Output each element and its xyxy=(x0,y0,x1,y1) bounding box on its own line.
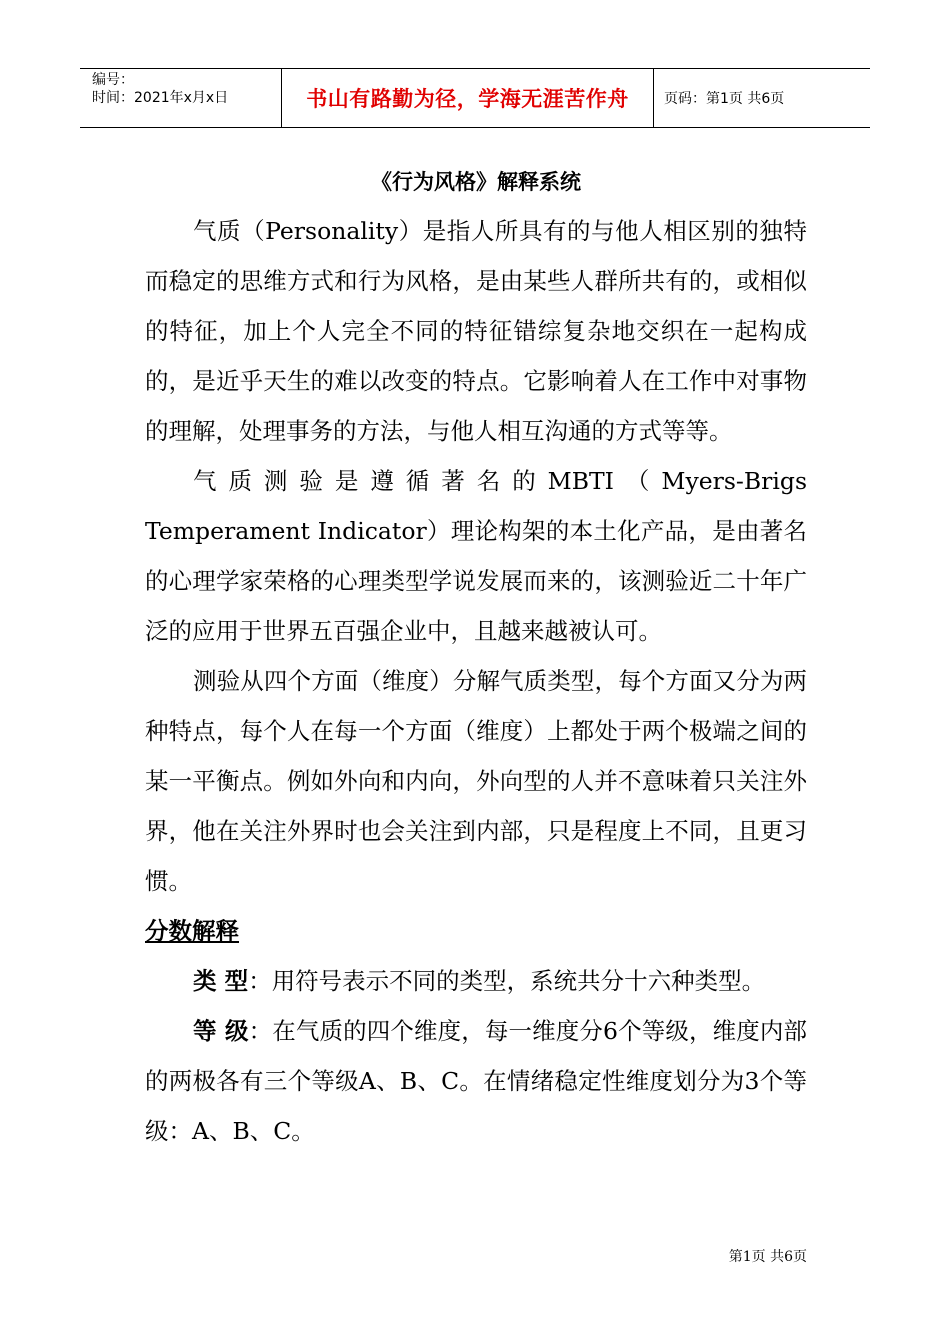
definition-separator: ： xyxy=(248,967,272,995)
definition-text: 用符号表示不同的类型，系统共分十六种类型。 xyxy=(271,967,766,995)
definition-text: 在气质的四个维度，每一维度分6个等级，维度内部的两极各有三个等级A、B、C。在情绪稳定性维度划分为3个等级：A、B、C。 xyxy=(145,1017,808,1145)
document-time: 时间：2021年x月x日 xyxy=(92,90,229,106)
definition-term: 类 型 xyxy=(193,967,249,995)
paragraph-personality: 气质（Personality）是指人所具有的与他人相区别的独特而稳定的思维方式和行为风格，是由某些人群所共有的，或相似的特征，加上个人完全不同的特征错综复杂地交织在一起构成的，是近乎天生的难以改变的特点。它影响着人在工作中对事物的理解，处理事务的方法，与他人相互沟通的方式等等。 xyxy=(145,217,807,445)
header-motto: 书山有路勤为径，学海无涯苦作舟 xyxy=(282,69,654,127)
document-body xyxy=(145,160,807,1156)
definition-type xyxy=(145,956,807,1006)
header-page-info: 页码：第1页 共6页 xyxy=(664,91,785,107)
document-title: 《行为风格》解释系统 xyxy=(371,169,581,194)
section-heading: 分数解释 xyxy=(145,917,239,945)
paragraph-dimensions: 测验从四个方面（维度）分解气质类型，每个方面又分为两种特点，每个人在每一个方面（维度）上都处于两个极端之间的某一平衡点。例如外向和内向，外向型的人并不意味着只关注外界，他在关注外界时也会关注到内部，只是程度上不同，且更习惯。 xyxy=(145,667,807,895)
definition-separator: ： xyxy=(248,1017,273,1045)
header-meta xyxy=(80,69,282,127)
page-header xyxy=(80,68,870,128)
page-footer: 第1页 共6页 xyxy=(728,1249,807,1265)
definition-term: 等 级 xyxy=(193,1017,249,1045)
paragraph-mbti: 气质测验是遵循著名的MBTI（Myers-Brigs Temperament Indicator）理论构架的本土化产品，是由著名的心理学家荣格的心理类型学说发展而来的，该测验近二十年广泛的应用于世界五百强企业中，且越来越被认可。 xyxy=(145,467,807,645)
definition-level xyxy=(145,1006,807,1156)
document-number-label: 编号： xyxy=(92,72,134,88)
